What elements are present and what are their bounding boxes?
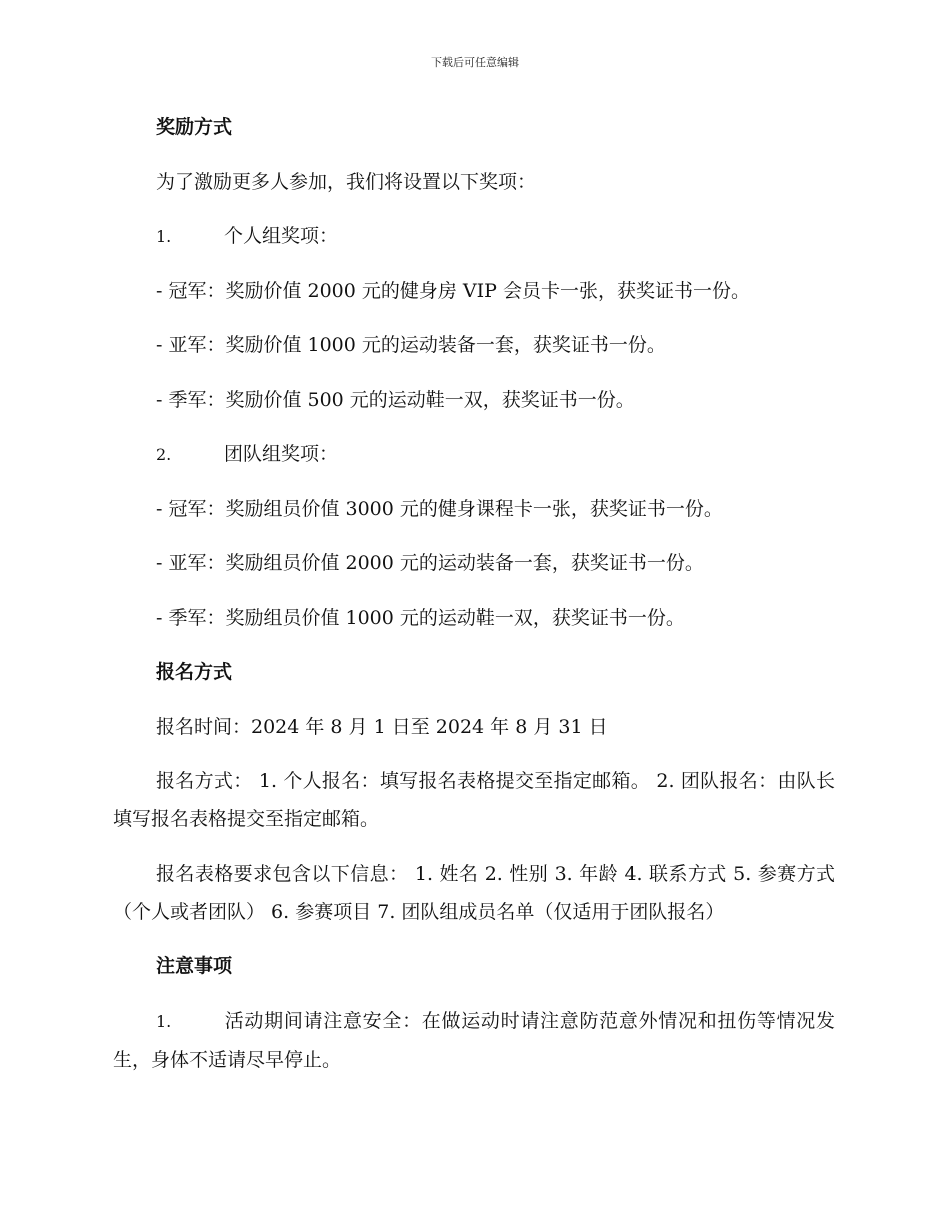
team-third: - 季军：奖励组员价值 1000 元的运动鞋一双，获奖证书一份。 — [156, 606, 685, 629]
document-body — [113, 108, 835, 1095]
signup-form-requirements: 报名表格要求包含以下信息： 1. 姓名 2. 性别 3. 年龄 4. 联系方式 5. 参赛方式（个人或者团队） 6. 参赛项目 7. 团队组成员名单（仅适用于团队报名） — [113, 862, 835, 923]
section-title-notes: 注意事项 — [156, 955, 233, 977]
signup-time: 报名时间：2024 年 8 月 1 日至 2024 年 8 月 31 日 — [156, 715, 608, 738]
reward-intro: 为了激励更多人参加，我们将设置以下奖项： — [156, 170, 537, 193]
reward-group-team — [113, 435, 835, 473]
list-label: 个人组奖项： — [224, 225, 339, 247]
list-number: 1. — [156, 227, 172, 246]
list-label: 团队组奖项： — [224, 443, 339, 465]
section-title-reward: 奖励方式 — [156, 116, 233, 138]
team-second: - 亚军：奖励组员价值 2000 元的运动装备一套，获奖证书一份。 — [156, 552, 704, 574]
reward-group-individual — [113, 217, 835, 255]
signup-method: 报名方式： 1. 个人报名：填写报名表格提交至指定邮箱。 2. 团队报名：由队长填写报名表格提交至指定邮箱。 — [113, 770, 835, 830]
notes-item-1 — [113, 1002, 835, 1079]
individual-third: - 季军：奖励价值 500 元的运动鞋一双，获奖证书一份。 — [156, 388, 635, 411]
individual-second: - 亚军：奖励价值 1000 元的运动装备一套，获奖证书一份。 — [156, 334, 666, 356]
individual-champion: - 冠军：奖励价值 2000 元的健身房 VIP 会员卡一张，获奖证书一份。 — [156, 279, 750, 302]
page-header: 下载后可任意编辑 — [431, 56, 519, 69]
team-champion: - 冠军：奖励组员价值 3000 元的健身课程卡一张，获奖证书一份。 — [156, 497, 723, 520]
list-number: 2. — [156, 445, 172, 464]
notes-item-text: 活动期间请注意安全：在做运动时请注意防范意外情况和扭伤等情况发生，身体不适请尽早停止。 — [113, 1009, 835, 1071]
list-number: 1. — [156, 1011, 172, 1031]
section-title-signup: 报名方式 — [156, 661, 233, 683]
